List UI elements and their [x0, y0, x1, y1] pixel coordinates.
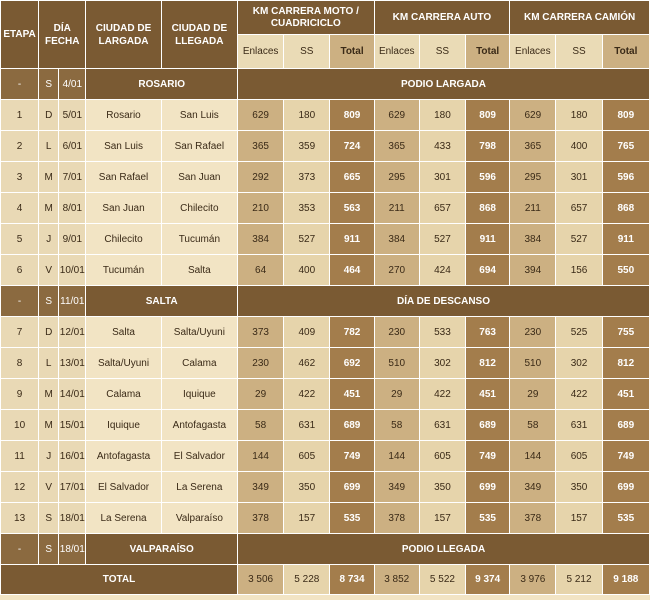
from-city-cell: Antofagasta	[86, 441, 161, 472]
auto-ss-cell: 527	[419, 224, 465, 255]
from-city-cell: La Serena	[86, 503, 161, 534]
auto-enlaces-cell: 270	[374, 255, 419, 286]
auto-enlaces-cell: 378	[374, 503, 419, 534]
moto-ss-cell: 462	[284, 348, 330, 379]
auto-enlaces-cell: 29	[374, 379, 419, 410]
auto-total-cell: 911	[466, 224, 510, 255]
moto-enlaces-cell: 384	[238, 224, 284, 255]
camion-ss-cell: 157	[556, 503, 602, 534]
fecha-cell: 13/01	[59, 348, 86, 379]
auto-ss-cell: 433	[419, 131, 465, 162]
city-cell: VALPARAÍSO	[86, 534, 238, 565]
camion-total-cell: 755	[602, 317, 649, 348]
moto-ss-cell: 180	[284, 100, 330, 131]
moto-total-cell: 809	[330, 100, 374, 131]
total-auto-total: 9 374	[466, 565, 510, 595]
fecha-cell: 7/01	[59, 162, 86, 193]
moto-total-cell: 464	[330, 255, 374, 286]
dia-cell: J	[39, 441, 59, 472]
stages-body	[1, 69, 650, 565]
from-city-cell: Salta	[86, 317, 161, 348]
camion-ss-cell: 302	[556, 348, 602, 379]
to-city-cell: Antofagasta	[161, 410, 237, 441]
auto-ss-cell: 302	[419, 348, 465, 379]
etapa-cell: 12	[1, 472, 39, 503]
auto-enlaces-cell: 144	[374, 441, 419, 472]
event-cell: PODIO LARGADA	[238, 69, 650, 100]
stage-row	[1, 162, 650, 193]
to-city-cell: Valparaíso	[161, 503, 237, 534]
subheader-camion-ss: SS	[556, 35, 602, 69]
moto-enlaces-cell: 378	[238, 503, 284, 534]
city-cell: ROSARIO	[86, 69, 238, 100]
auto-ss-cell: 350	[419, 472, 465, 503]
subheader-camion-total: Total	[602, 35, 649, 69]
moto-ss-cell: 605	[284, 441, 330, 472]
camion-enlaces-cell: 58	[510, 410, 556, 441]
moto-total-cell: 665	[330, 162, 374, 193]
moto-ss-cell: 350	[284, 472, 330, 503]
fecha-cell: 9/01	[59, 224, 86, 255]
auto-ss-cell: 424	[419, 255, 465, 286]
from-city-cell: El Salvador	[86, 472, 161, 503]
camion-ss-cell: 180	[556, 100, 602, 131]
auto-total-cell: 451	[466, 379, 510, 410]
total-moto-ss: 5 228	[284, 565, 330, 595]
moto-enlaces-cell: 29	[238, 379, 284, 410]
moto-total-cell: 699	[330, 472, 374, 503]
etapa-cell: -	[1, 534, 39, 565]
dia-cell: V	[39, 472, 59, 503]
total-moto-total: 8 734	[330, 565, 374, 595]
fecha-cell: 12/01	[59, 317, 86, 348]
auto-enlaces-cell: 349	[374, 472, 419, 503]
from-city-cell: Tucumán	[86, 255, 161, 286]
auto-total-cell: 798	[466, 131, 510, 162]
fecha-cell: 11/01	[59, 286, 86, 317]
special-row	[1, 534, 650, 565]
camion-ss-cell: 605	[556, 441, 602, 472]
camion-ss-cell: 350	[556, 472, 602, 503]
camion-ss-cell: 422	[556, 379, 602, 410]
special-row	[1, 69, 650, 100]
total-camion-ss: 5 212	[556, 565, 602, 595]
dia-cell: L	[39, 131, 59, 162]
etapa-cell: 3	[1, 162, 39, 193]
dia-cell: M	[39, 162, 59, 193]
moto-ss-cell: 631	[284, 410, 330, 441]
subheader-moto-ss: SS	[284, 35, 330, 69]
to-city-cell: Salta	[161, 255, 237, 286]
to-city-cell: Iquique	[161, 379, 237, 410]
from-city-cell: Chilecito	[86, 224, 161, 255]
dia-cell: M	[39, 379, 59, 410]
camion-enlaces-cell: 378	[510, 503, 556, 534]
fecha-cell: 17/01	[59, 472, 86, 503]
moto-ss-cell: 409	[284, 317, 330, 348]
from-city-cell: San Rafael	[86, 162, 161, 193]
camion-total-cell: 812	[602, 348, 649, 379]
auto-total-cell: 763	[466, 317, 510, 348]
moto-enlaces-cell: 64	[238, 255, 284, 286]
header-ciudad-largada: CIUDAD DE LARGADA	[86, 1, 161, 69]
auto-total-cell: 868	[466, 193, 510, 224]
header-etapa: ETAPA	[1, 1, 39, 69]
dia-cell: D	[39, 100, 59, 131]
auto-ss-cell: 605	[419, 441, 465, 472]
camion-enlaces-cell: 629	[510, 100, 556, 131]
camion-enlaces-cell: 295	[510, 162, 556, 193]
moto-ss-cell: 400	[284, 255, 330, 286]
to-city-cell: La Serena	[161, 472, 237, 503]
fecha-cell: 8/01	[59, 193, 86, 224]
auto-total-cell: 699	[466, 472, 510, 503]
special-row	[1, 286, 650, 317]
auto-enlaces-cell: 230	[374, 317, 419, 348]
camion-ss-cell: 525	[556, 317, 602, 348]
from-city-cell: San Juan	[86, 193, 161, 224]
stage-row	[1, 224, 650, 255]
auto-ss-cell: 631	[419, 410, 465, 441]
camion-enlaces-cell: 384	[510, 224, 556, 255]
moto-enlaces-cell: 292	[238, 162, 284, 193]
etapa-cell: 4	[1, 193, 39, 224]
camion-total-cell: 765	[602, 131, 649, 162]
from-city-cell: Calama	[86, 379, 161, 410]
dia-cell: L	[39, 348, 59, 379]
dia-cell: S	[39, 69, 59, 100]
subheader-auto-ss: SS	[419, 35, 465, 69]
total-auto-enlaces: 3 852	[374, 565, 419, 595]
auto-ss-cell: 657	[419, 193, 465, 224]
moto-ss-cell: 527	[284, 224, 330, 255]
auto-ss-cell: 533	[419, 317, 465, 348]
event-cell: PODIO LLEGADA	[238, 534, 650, 565]
auto-total-cell: 749	[466, 441, 510, 472]
auto-enlaces-cell: 58	[374, 410, 419, 441]
from-city-cell: San Luis	[86, 131, 161, 162]
auto-total-cell: 689	[466, 410, 510, 441]
camion-ss-cell: 657	[556, 193, 602, 224]
camion-total-cell: 809	[602, 100, 649, 131]
fecha-cell: 15/01	[59, 410, 86, 441]
camion-enlaces-cell: 230	[510, 317, 556, 348]
etapa-cell: 10	[1, 410, 39, 441]
stage-row	[1, 472, 650, 503]
camion-total-cell: 689	[602, 410, 649, 441]
dia-cell: M	[39, 193, 59, 224]
moto-total-cell: 563	[330, 193, 374, 224]
subheader-camion-enlaces: Enlaces	[510, 35, 556, 69]
to-city-cell: Tucumán	[161, 224, 237, 255]
to-city-cell: San Luis	[161, 100, 237, 131]
moto-enlaces-cell: 365	[238, 131, 284, 162]
camion-total-cell: 451	[602, 379, 649, 410]
moto-enlaces-cell: 373	[238, 317, 284, 348]
etapa-cell: 7	[1, 317, 39, 348]
header-moto: KM CARRERA MOTO / CUADRICICLO	[238, 1, 375, 35]
stage-row	[1, 100, 650, 131]
camion-enlaces-cell: 349	[510, 472, 556, 503]
camion-total-cell: 868	[602, 193, 649, 224]
etapa-cell: 6	[1, 255, 39, 286]
to-city-cell: El Salvador	[161, 441, 237, 472]
dia-cell: S	[39, 286, 59, 317]
header-camion: KM CARRERA CAMIÓN	[510, 1, 650, 35]
dia-cell: M	[39, 410, 59, 441]
dia-cell: V	[39, 255, 59, 286]
total-moto-enlaces: 3 506	[238, 565, 284, 595]
auto-ss-cell: 301	[419, 162, 465, 193]
camion-total-cell: 550	[602, 255, 649, 286]
auto-enlaces-cell: 365	[374, 131, 419, 162]
camion-enlaces-cell: 29	[510, 379, 556, 410]
to-city-cell: Calama	[161, 348, 237, 379]
total-camion-enlaces: 3 976	[510, 565, 556, 595]
moto-enlaces-cell: 144	[238, 441, 284, 472]
camion-enlaces-cell: 510	[510, 348, 556, 379]
to-city-cell: San Rafael	[161, 131, 237, 162]
auto-total-cell: 809	[466, 100, 510, 131]
auto-ss-cell: 157	[419, 503, 465, 534]
total-auto-ss: 5 522	[419, 565, 465, 595]
auto-total-cell: 812	[466, 348, 510, 379]
moto-ss-cell: 359	[284, 131, 330, 162]
etapa-cell: 11	[1, 441, 39, 472]
to-city-cell: Salta/Uyuni	[161, 317, 237, 348]
stage-row	[1, 348, 650, 379]
city-cell: SALTA	[86, 286, 238, 317]
camion-total-cell: 535	[602, 503, 649, 534]
stage-row	[1, 317, 650, 348]
moto-total-cell: 535	[330, 503, 374, 534]
camion-ss-cell: 156	[556, 255, 602, 286]
from-city-cell: Salta/Uyuni	[86, 348, 161, 379]
moto-ss-cell: 157	[284, 503, 330, 534]
auto-enlaces-cell: 211	[374, 193, 419, 224]
camion-total-cell: 596	[602, 162, 649, 193]
from-city-cell: Rosario	[86, 100, 161, 131]
dia-cell: J	[39, 224, 59, 255]
etapa-cell: 5	[1, 224, 39, 255]
etapa-cell: 8	[1, 348, 39, 379]
camion-total-cell: 911	[602, 224, 649, 255]
subheader-auto-enlaces: Enlaces	[374, 35, 419, 69]
from-city-cell: Iquique	[86, 410, 161, 441]
fecha-cell: 14/01	[59, 379, 86, 410]
moto-total-cell: 451	[330, 379, 374, 410]
camion-ss-cell: 400	[556, 131, 602, 162]
stage-row	[1, 131, 650, 162]
header-dia-fecha: DÍA FECHA	[39, 1, 86, 69]
moto-enlaces-cell: 230	[238, 348, 284, 379]
moto-total-cell: 724	[330, 131, 374, 162]
stage-row	[1, 255, 650, 286]
total-camion-total: 9 188	[602, 565, 649, 595]
header-ciudad-llegada: CIUDAD DE LLEGADA	[161, 1, 237, 69]
moto-enlaces-cell: 210	[238, 193, 284, 224]
auto-total-cell: 596	[466, 162, 510, 193]
stage-row	[1, 410, 650, 441]
moto-enlaces-cell: 629	[238, 100, 284, 131]
subheader-auto-total: Total	[466, 35, 510, 69]
auto-enlaces-cell: 384	[374, 224, 419, 255]
moto-total-cell: 911	[330, 224, 374, 255]
to-city-cell: Chilecito	[161, 193, 237, 224]
moto-ss-cell: 373	[284, 162, 330, 193]
camion-ss-cell: 527	[556, 224, 602, 255]
stage-row	[1, 379, 650, 410]
to-city-cell: San Juan	[161, 162, 237, 193]
dia-cell: D	[39, 317, 59, 348]
auto-total-cell: 694	[466, 255, 510, 286]
auto-enlaces-cell: 295	[374, 162, 419, 193]
etapa-cell: -	[1, 69, 39, 100]
event-cell: DÍA DE DESCANSO	[238, 286, 650, 317]
subheader-moto-enlaces: Enlaces	[238, 35, 284, 69]
camion-total-cell: 749	[602, 441, 649, 472]
camion-enlaces-cell: 144	[510, 441, 556, 472]
stage-row	[1, 193, 650, 224]
auto-enlaces-cell: 629	[374, 100, 419, 131]
moto-enlaces-cell: 58	[238, 410, 284, 441]
etapa-cell: 9	[1, 379, 39, 410]
camion-ss-cell: 301	[556, 162, 602, 193]
moto-enlaces-cell: 349	[238, 472, 284, 503]
fecha-cell: 18/01	[59, 534, 86, 565]
moto-total-cell: 692	[330, 348, 374, 379]
moto-ss-cell: 422	[284, 379, 330, 410]
auto-ss-cell: 422	[419, 379, 465, 410]
moto-total-cell: 782	[330, 317, 374, 348]
camion-enlaces-cell: 211	[510, 193, 556, 224]
auto-enlaces-cell: 510	[374, 348, 419, 379]
moto-total-cell: 749	[330, 441, 374, 472]
stage-row	[1, 441, 650, 472]
fecha-cell: 10/01	[59, 255, 86, 286]
dia-cell: S	[39, 503, 59, 534]
etapa-cell: 13	[1, 503, 39, 534]
fecha-cell: 4/01	[59, 69, 86, 100]
camion-enlaces-cell: 365	[510, 131, 556, 162]
camion-ss-cell: 631	[556, 410, 602, 441]
etapa-cell: 2	[1, 131, 39, 162]
camion-total-cell: 699	[602, 472, 649, 503]
fecha-cell: 16/01	[59, 441, 86, 472]
dia-cell: S	[39, 534, 59, 565]
etapa-cell: 1	[1, 100, 39, 131]
etapa-cell: -	[1, 286, 39, 317]
header-auto: KM CARRERA AUTO	[374, 1, 510, 35]
total-label: TOTAL	[1, 565, 238, 595]
stage-row	[1, 503, 650, 534]
subheader-moto-total: Total	[330, 35, 374, 69]
camion-enlaces-cell: 394	[510, 255, 556, 286]
fecha-cell: 6/01	[59, 131, 86, 162]
fecha-cell: 5/01	[59, 100, 86, 131]
moto-ss-cell: 353	[284, 193, 330, 224]
fecha-cell: 18/01	[59, 503, 86, 534]
moto-total-cell: 689	[330, 410, 374, 441]
auto-ss-cell: 180	[419, 100, 465, 131]
total-row	[1, 565, 650, 595]
auto-total-cell: 535	[466, 503, 510, 534]
